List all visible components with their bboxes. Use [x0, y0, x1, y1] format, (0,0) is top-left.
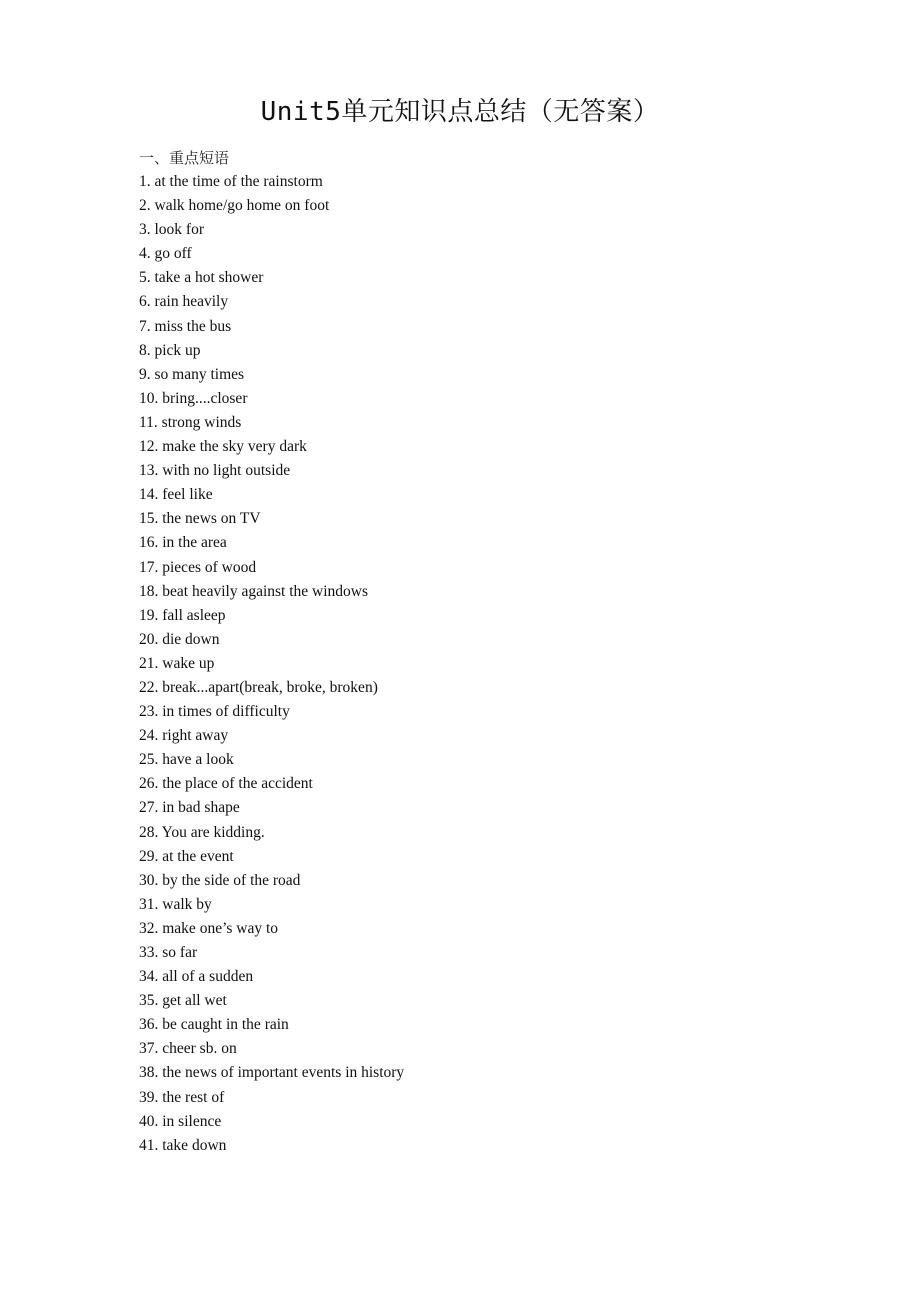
phrase-item: 39. the rest of — [139, 1088, 225, 1106]
phrase-item: 34. all of a sudden — [139, 968, 254, 986]
phrase-item: 15. the news on TV — [139, 510, 261, 528]
phrase-item: 36. be caught in the rain — [139, 1016, 289, 1034]
phrase-item: 7. miss the bus — [139, 317, 232, 335]
phrase-item: 10. bring....closer — [139, 389, 248, 407]
phrase-item: 8. pick up — [139, 341, 201, 359]
phrase-item: 23. in times of difficulty — [139, 703, 290, 721]
phrase-item: 29. at the event — [139, 847, 234, 865]
phrase-item: 38. the news of important events in history — [139, 1064, 405, 1082]
phrase-item: 41. take down — [139, 1136, 227, 1154]
phrase-list — [139, 170, 404, 1158]
phrase-item: 18. beat heavily against the windows — [139, 582, 369, 600]
phrase-item: 32. make one’s way to — [139, 919, 279, 937]
phrase-item: 3. look for — [139, 221, 205, 239]
phrase-item: 28. You are kidding. — [139, 823, 265, 841]
phrase-item: 5. take a hot shower — [139, 269, 264, 287]
phrase-item: 1. at the time of the rainstorm — [139, 173, 323, 190]
phrase-item: 9. so many times — [139, 365, 245, 383]
phrase-item: 33. so far — [139, 944, 198, 961]
phrase-item: 6. rain heavily — [139, 293, 229, 311]
phrase-item: 40. in silence — [139, 1112, 222, 1130]
phrase-item: 31. walk by — [139, 895, 212, 913]
phrase-item: 35. get all wet — [139, 992, 227, 1010]
phrase-item: 30. by the side of the road — [139, 871, 301, 889]
phrase-item: 14. feel like — [139, 486, 213, 504]
phrase-item: 4. go off — [139, 245, 192, 263]
phrase-item: 13. with no light outside — [139, 462, 291, 480]
phrase-item: 24. right away — [139, 727, 229, 745]
phrase-item: 2. walk home/go home on foot — [139, 197, 330, 215]
document-title: Unit5单元知识点总结（无答案） — [260, 97, 660, 127]
phrase-item: 37. cheer sb. on — [139, 1040, 237, 1058]
phrase-item: 27. in bad shape — [139, 799, 240, 817]
phrase-item: 16. in the area — [139, 534, 227, 552]
phrase-item: 17. pieces of wood — [139, 558, 257, 576]
phrase-item: 19. fall asleep — [139, 606, 226, 624]
phrase-item: 25. have a look — [139, 751, 234, 769]
section-heading-key-phrases: 一、重点短语 — [139, 149, 230, 167]
phrase-item: 20. die down — [139, 630, 220, 648]
phrase-item: 11. strong winds — [139, 413, 242, 431]
phrase-item: 21. wake up — [139, 654, 215, 672]
phrase-item: 22. break...apart(break, broke, broken) — [139, 678, 378, 696]
phrase-item: 12. make the sky very dark — [139, 438, 307, 456]
phrase-item: 26. the place of the accident — [139, 775, 313, 793]
